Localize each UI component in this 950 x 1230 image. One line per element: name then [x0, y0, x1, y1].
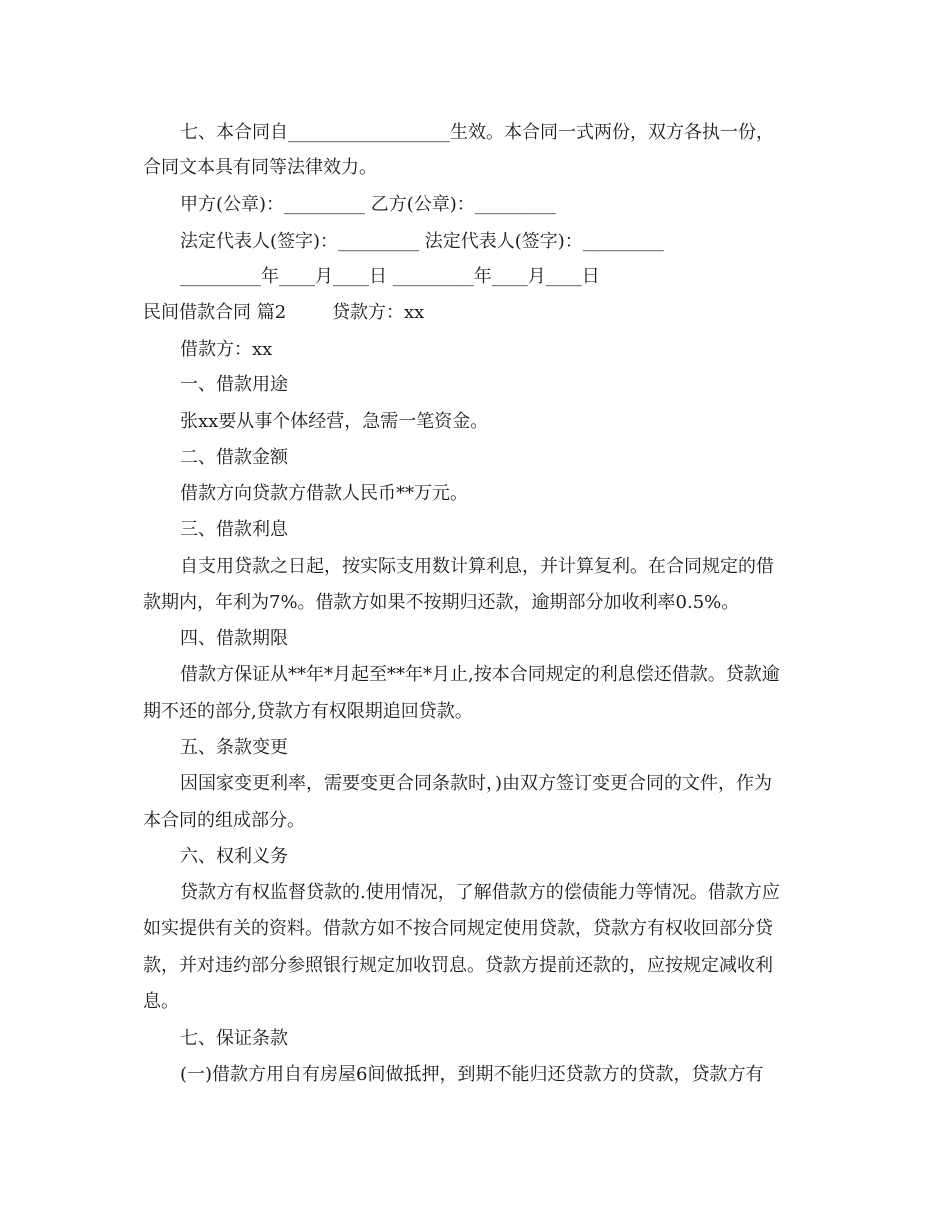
paragraph-amount: 借款方向贷款方借款人民币**万元。: [180, 483, 468, 504]
paragraph-guarantee-1: (一)借款方用自有房屋6间做抵押，到期不能归还贷款方的贷款，贷款方有: [180, 1064, 764, 1085]
paragraph-term-1: 借款方保证从**年*月起至**年*月止,按本合同规定的利息偿还借款。贷款逾: [180, 664, 780, 685]
heading-change: 五、条款变更: [180, 737, 288, 758]
heading-interest: 三、借款利息: [180, 519, 288, 540]
signature-line: 法定代表人(签字)：_________ 法定代表人(签字)：_________: [180, 231, 664, 252]
paragraph-purpose: 张xx要从事个体经营，急需一笔资金。: [180, 411, 489, 432]
clause-effective-date-cont: 合同文本具有同等法律效力。: [143, 157, 377, 178]
paragraph-rights-4: 息。: [143, 991, 179, 1012]
borrower-line: 借款方：xx: [180, 339, 273, 360]
paragraph-rights-2: 如实提供有关的资料。借款方如不按合同规定使用贷款，贷款方有权收回部分贷: [143, 918, 773, 939]
date-line: _________年____月____日 _________年____月____日: [180, 266, 600, 287]
contract-title: 民间借款合同 篇2 贷款方：xx: [143, 302, 425, 323]
paragraph-interest-1: 自支用贷款之日起，按实际支用数计算利息，并计算复利。在合同规定的借: [180, 556, 774, 577]
seal-line: 甲方(公章)：_________ 乙方(公章)：_________: [180, 194, 556, 215]
heading-purpose: 一、借款用途: [180, 374, 288, 395]
clause-effective-date: 七、本合同自__________________生效。本合同一式两份，双方各执一份，: [180, 122, 774, 143]
paragraph-term-2: 期不还的部分,贷款方有权限期追回贷款。: [143, 701, 473, 722]
heading-guarantee: 七、保证条款: [180, 1028, 288, 1049]
heading-term: 四、借款期限: [180, 628, 288, 649]
paragraph-change-1: 因国家变更利率，需要变更合同条款时，)由双方签订变更合同的文件，作为: [180, 773, 773, 794]
heading-rights: 六、权利义务: [180, 846, 288, 867]
paragraph-interest-2: 款期内，年利为7%。借款方如果不按期归还款，逾期部分加收利率0.5%。: [143, 592, 740, 613]
paragraph-rights-3: 款，并对违约部分参照银行规定加收罚息。贷款方提前还款的，应按规定减收利: [143, 955, 773, 976]
paragraph-change-2: 本合同的组成部分。: [143, 810, 305, 831]
heading-amount: 二、借款金额: [180, 447, 288, 468]
paragraph-rights-1: 贷款方有权监督贷款的.使用情况，了解借款方的偿债能力等情况。借款方应: [180, 882, 780, 903]
